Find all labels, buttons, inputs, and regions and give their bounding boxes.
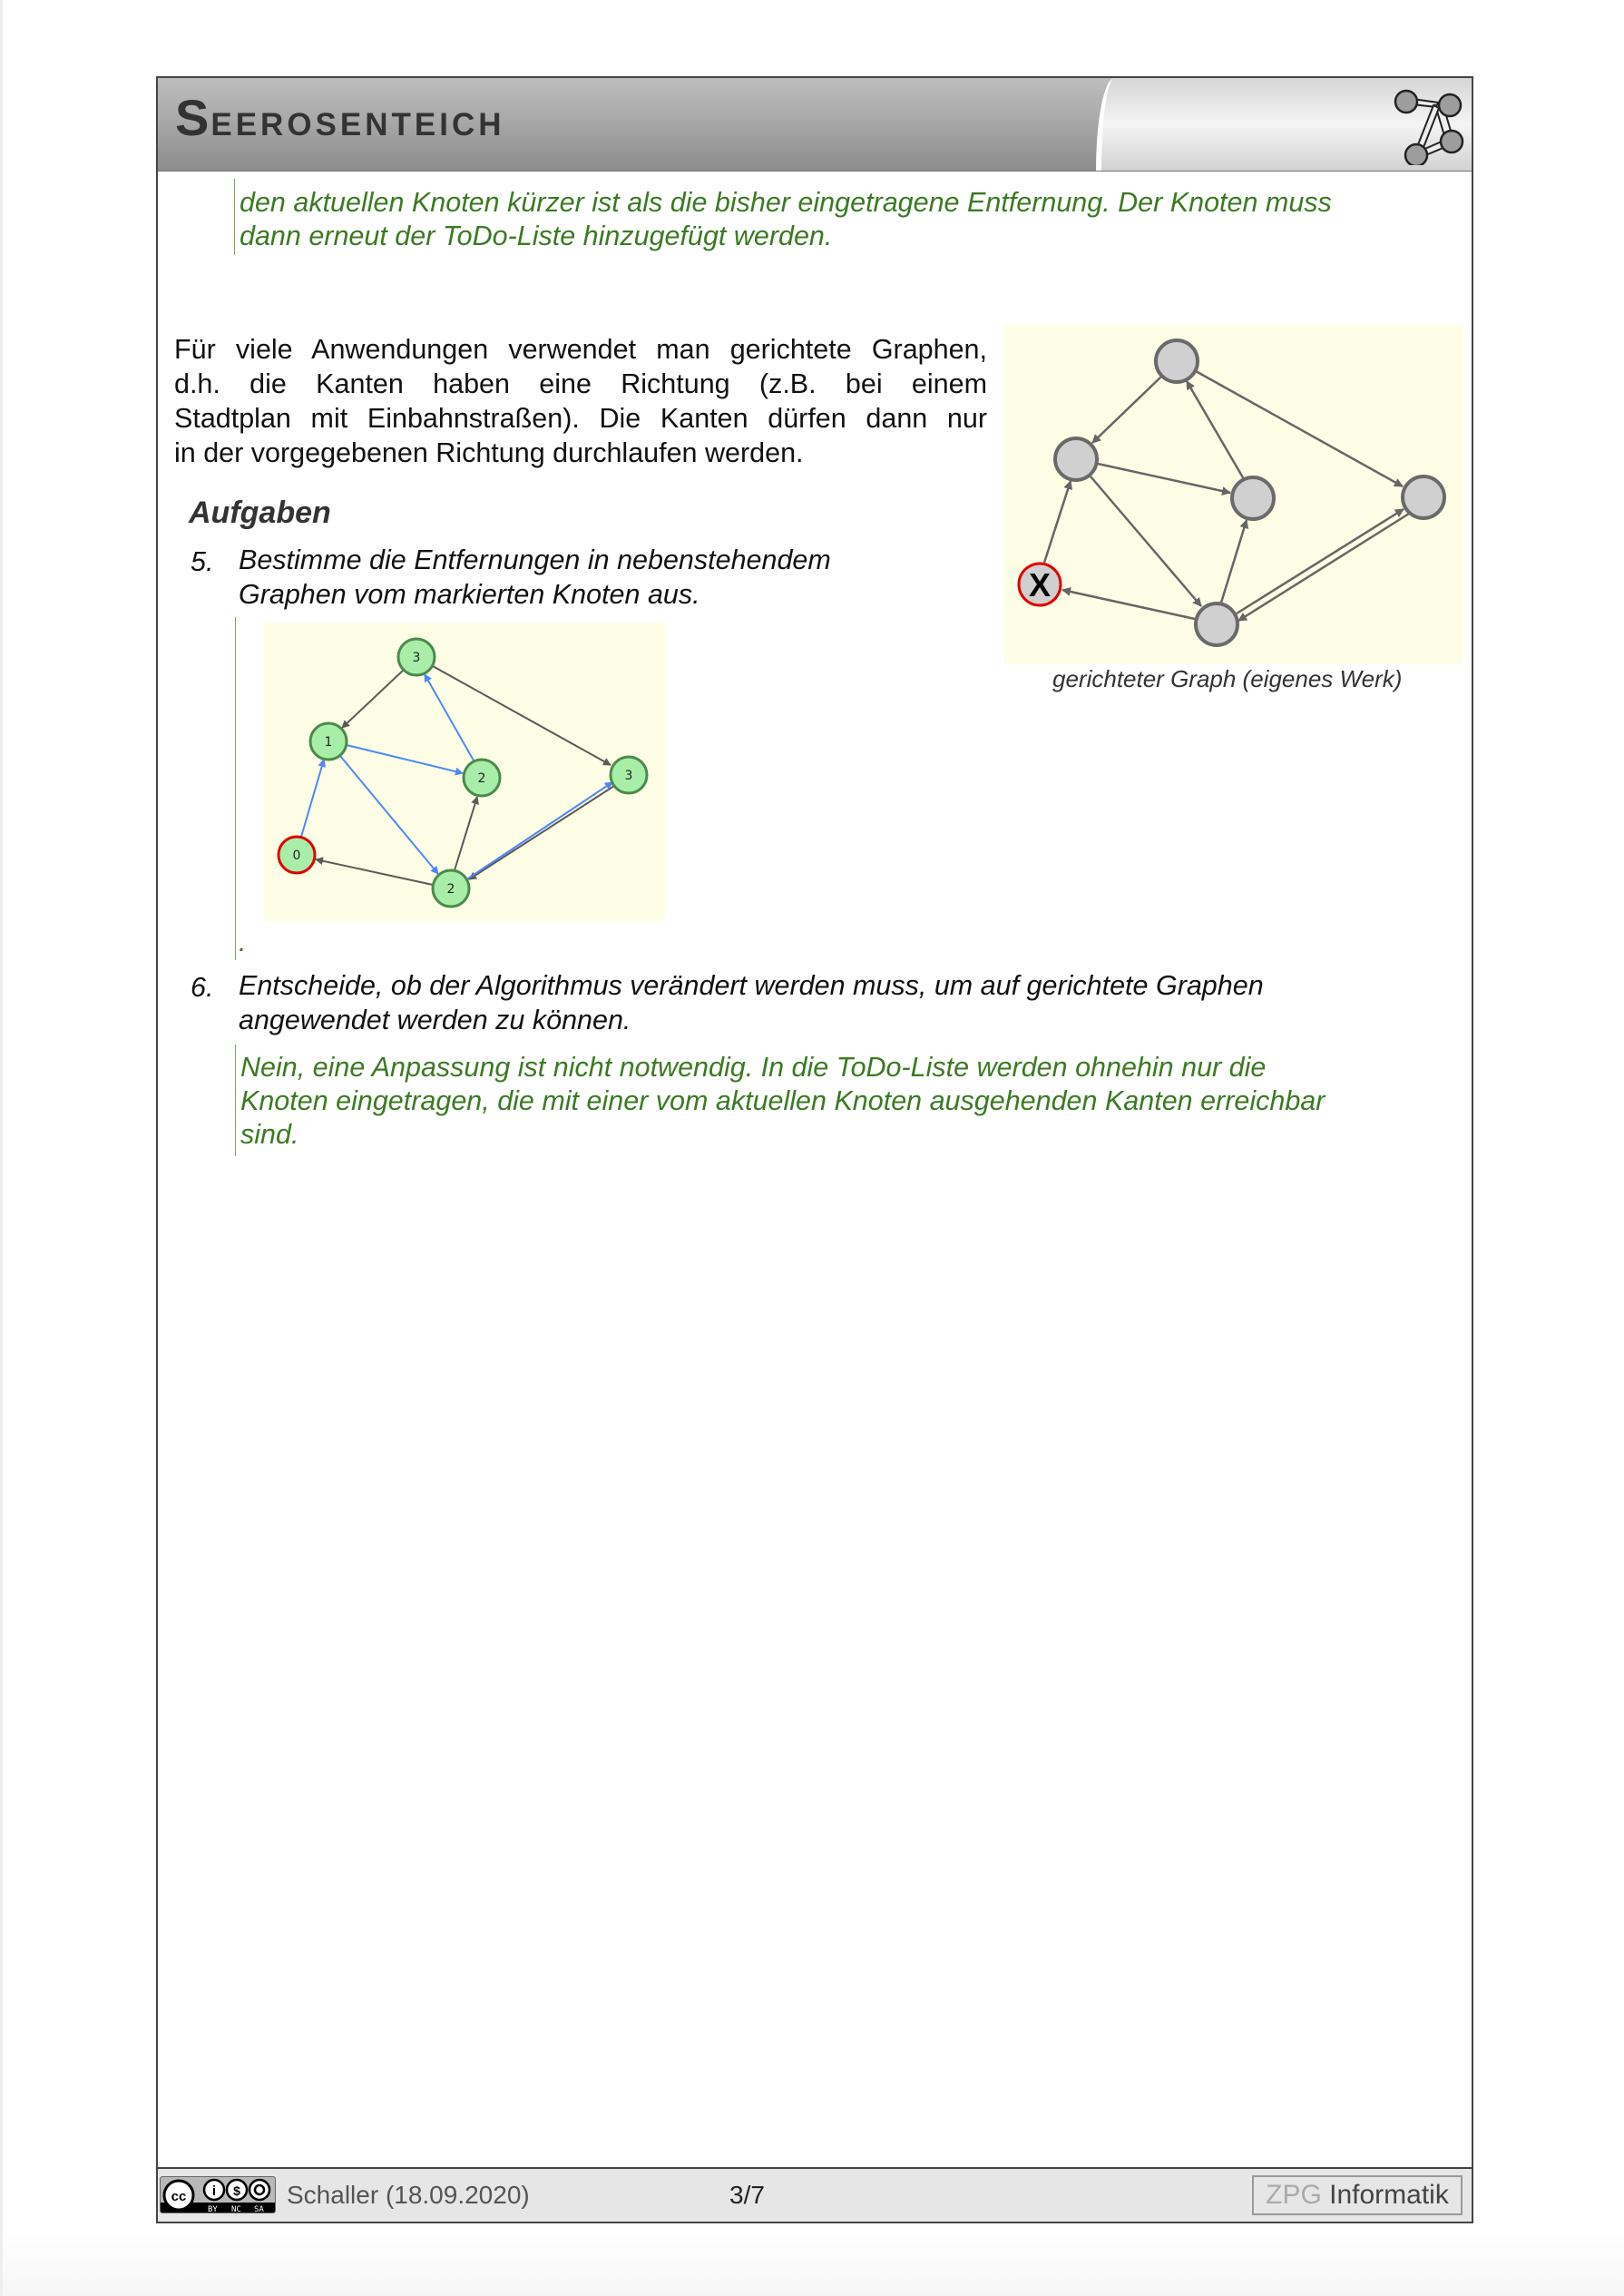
svg-text:NC: NC bbox=[231, 2205, 241, 2213]
task-number: 5. bbox=[191, 546, 214, 577]
brand-informatik: Informatik bbox=[1329, 2180, 1449, 2210]
figure-caption: gerichteter Graph (eigenes Werk) bbox=[1052, 665, 1403, 692]
solution-graph-diagram bbox=[264, 623, 665, 921]
svg-text:cc: cc bbox=[171, 2189, 187, 2204]
svg-text:BY: BY bbox=[208, 2205, 218, 2213]
paragraph-line: Stadtplan mit Einbahnstraßen). Die Kanten dürfen dann nur bbox=[174, 403, 987, 434]
page-title bbox=[175, 91, 505, 152]
node-label: 3 bbox=[412, 651, 421, 665]
answer-text-line: sind. bbox=[240, 1119, 299, 1150]
start-node-label: X bbox=[1028, 566, 1052, 603]
directed-graph-figure bbox=[1004, 325, 1463, 664]
task-number: 6. bbox=[191, 972, 214, 1003]
answer-text-line: den aktuellen Knoten kürzer ist als die bisher eingetragene Entfernung. Der Knoten muss bbox=[240, 187, 1332, 218]
page-footer bbox=[158, 2167, 1472, 2222]
answer-text-line: dann erneut der ToDo-Liste hinzugefügt werden. bbox=[240, 221, 833, 251]
task-text-line: Bestimme die Entfernungen in nebenstehendem bbox=[239, 545, 831, 575]
zpg-informatik-logo[interactable] bbox=[1252, 2175, 1463, 2215]
page-background-fade bbox=[3, 2232, 1624, 2296]
answer-text-line: Nein, eine Anpassung ist nicht notwendig. In die ToDo-Liste werden ohnehin nur die bbox=[240, 1052, 1267, 1083]
graph-nodes bbox=[1019, 340, 1444, 645]
node-label: 2 bbox=[446, 882, 455, 897]
answer-text-line: Knoten eingetragen, die mit einer vom aktuellen Knoten ausgehenden Kanten erreichbar bbox=[240, 1085, 1326, 1116]
directed-graph-diagram bbox=[1004, 325, 1463, 664]
title-rest: EEROSENTEICH bbox=[210, 107, 505, 142]
svg-text:i: i bbox=[211, 2183, 217, 2199]
task-text-line: angewendet werden zu können. bbox=[239, 1005, 631, 1035]
node-label: 2 bbox=[477, 771, 486, 786]
page-number: 3/7 bbox=[729, 2181, 765, 2209]
cc-by-nc-sa-icon[interactable] bbox=[160, 2176, 276, 2213]
answer-bar bbox=[235, 1045, 236, 1156]
brand-zpg: ZPG bbox=[1266, 2180, 1322, 2210]
svg-text:$: $ bbox=[233, 2183, 240, 2198]
intro-paragraph bbox=[174, 332, 987, 470]
paragraph-line: in der vorgegebenen Richtung durchlaufen werden. bbox=[174, 437, 804, 468]
node-label: 0 bbox=[292, 849, 301, 863]
node-label: 1 bbox=[324, 735, 333, 750]
solution-graph-figure bbox=[264, 623, 665, 921]
solution-bar bbox=[235, 617, 236, 960]
svg-text:SA: SA bbox=[254, 2205, 264, 2213]
page-header bbox=[158, 78, 1472, 172]
paragraph-line: d.h. die Kanten haben eine Richtung (z.B. bei einem bbox=[174, 368, 987, 399]
author-date: Schaller (18.09.2020) bbox=[287, 2181, 530, 2209]
trailing-mark: . bbox=[239, 927, 247, 957]
graph-network-icon bbox=[1383, 82, 1464, 165]
task-text-line: Graphen vom markierten Knoten aus. bbox=[239, 579, 700, 610]
tasks-heading: Aufgaben bbox=[189, 496, 331, 530]
answer-bar bbox=[234, 179, 235, 255]
document-page bbox=[156, 76, 1473, 2223]
title-initial: S bbox=[175, 89, 211, 146]
paragraph-line: Für viele Anwendungen verwendet man gerichtete Graphen, bbox=[174, 334, 987, 365]
node-label: 3 bbox=[624, 769, 633, 783]
task-text-line: Entscheide, ob der Algorithmus verändert werden muss, um auf gerichtete Graphen bbox=[239, 970, 1264, 1001]
